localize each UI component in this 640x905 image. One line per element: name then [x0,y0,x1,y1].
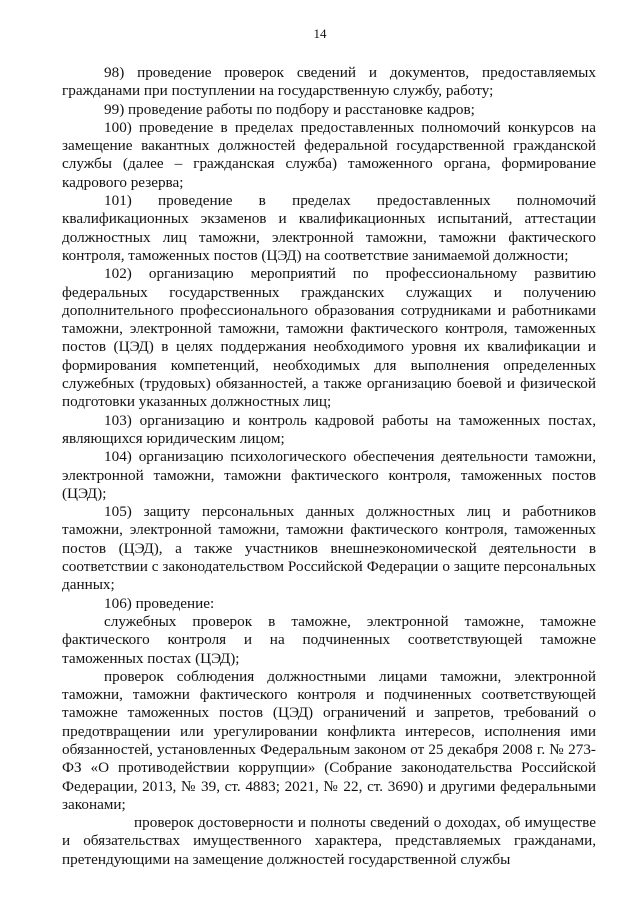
paragraph-101: 101) проведение в пределах предоставленных полномочий квалификационных экзаменов и квалификационных испытаний, аттестации должностных лиц таможни, электронной таможни, таможни фактического контроля, таможенных постов (ЦЭД) на соответствие занимаемой должности; [62,192,596,264]
document-body [62,64,596,869]
paragraph-100: 100) проведение в пределах предоставленных полномочий конкурсов на замещение вакантных должностей федеральной государственной гражданской службы (далее – гражданская служба) таможенного органа, формирование кадрового резерва; [62,118,596,191]
paragraph-103: 103) организацию и контроль кадровой работы на таможенных постах, являющихся юридическим лицом; [62,411,596,447]
paragraph-105: 105) защиту персональных данных должностных лиц и работников таможни, электронной таможни, таможни фактического контроля, таможенных постов (ЦЭД), а также участников внешнеэкономической деятельности в соответствии с законодательством Российской Федерации о защите персональных данных; [62,503,596,594]
paragraph-98: 98) проведение проверок сведений и документов, предоставляемых гражданами при поступлении на государственную службу, работу; [62,64,596,100]
paragraph-102: 102) организацию мероприятий по профессиональному развитию федеральных государственных гражданских служащих и получению дополнительного профессионального образования сотрудниками и работниками таможни, электронной таможни, таможни фактического контроля, таможенных постов (ЦЭД) в целях поддержания необходимого уровня их квалификации и формирования компетенций, необходимых для выполнения определенных служебных (трудовых) обязанностей, а также организацию боевой и физической подготовки указанных должностных лиц; [62,265,596,411]
paragraph-106-item-2: проверок соблюдения должностными лицами таможни, электронной таможни, таможни фактического контроля и подчиненных соответствующей таможне таможенных постов (ЦЭД) ограничений и запретов, требований о предотвращении или урегулировании конфликта интересов, исполнения ими обязанностей, установленных Федеральным законом от 25 декабря 2008 г. № 273-ФЗ «О противодействии коррупции» (Собрание законодательства Российской Федерации, 2013, № 39, ст. 4883; 2021, № 22, ст. 3690) и другими федеральными законами; [62,667,596,813]
paragraph-104: 104) организацию психологического обеспечения деятельности таможни, электронной таможни, таможни фактического контроля, таможенных постов (ЦЭД); [62,448,596,502]
paragraph-106-item-1: служебных проверок в таможне, электронной таможне, таможне фактического контроля и на подчиненных соответствующей таможне таможенных постах (ЦЭД); [62,612,596,667]
paragraph-106: 106) проведение: [104,594,215,612]
paragraph-99: 99) проведение работы по подбору и расстановке кадров; [104,100,475,118]
page-number: 14 [313,26,327,41]
paragraph-106-item-3: проверок достоверности и полноты сведений о доходах, об имуществе и обязательствах имущественного характера, представляемых гражданами, претендующими на замещение должностей государственной службы [62,814,596,868]
